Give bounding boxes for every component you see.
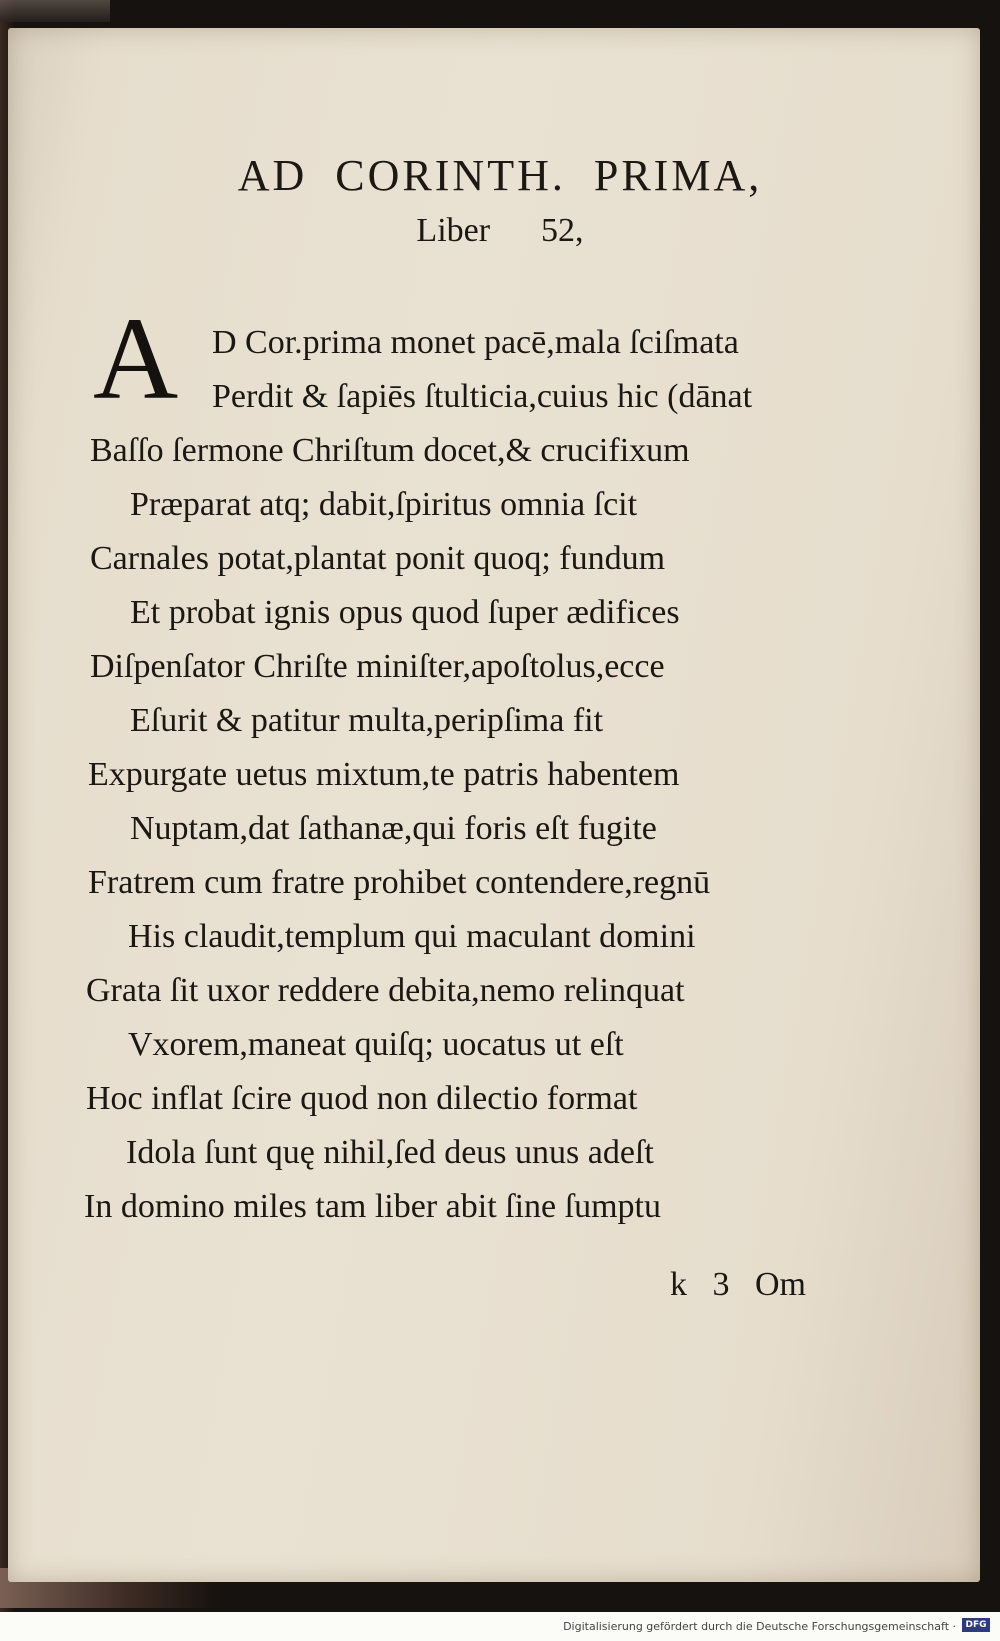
page-subtitle: Liber 52, bbox=[416, 212, 584, 249]
adjacent-page-fragment bbox=[0, 0, 110, 22]
verse-line: Præparat atq; dabit,ſpiritus omnia ſcit bbox=[130, 486, 638, 523]
verse-line: Fratrem cum fratre prohibet contendere,regnū bbox=[88, 864, 711, 901]
verse-line: Et probat ignis opus quod ſuper ædifices bbox=[130, 594, 680, 631]
book-page bbox=[8, 28, 980, 1582]
verse-line: Hoc inflat ſcire quod non dilectio format bbox=[86, 1080, 638, 1117]
page-title: AD CORINTH. PRIMA, bbox=[237, 151, 763, 200]
verse-line: Eſurit & patitur multa,peripſima fit bbox=[130, 702, 604, 739]
verse-line: Diſpenſator Chriſte miniſter,apoſtolus,ecce bbox=[90, 648, 665, 685]
verse-line: Nuptam,dat ſathanæ,qui foris eſt fugite bbox=[130, 810, 657, 847]
verse-line: Carnales potat,plantat ponit quoq; fundum bbox=[90, 540, 666, 577]
verse-line: In domino miles tam liber abit ſine ſumptu bbox=[84, 1188, 661, 1225]
verse-line: Idola ſunt quę nihil,ſed deus unus adeſt bbox=[126, 1134, 654, 1171]
verse-line: D Cor.prima monet pacē,mala ſciſmata bbox=[212, 324, 739, 361]
drop-cap-initial: A bbox=[93, 293, 179, 424]
funding-credit: Digitalisierung gefördert durch die Deutsche Forschungsgemeinschaft · bbox=[563, 1620, 956, 1633]
dfg-logo: DFG bbox=[962, 1618, 990, 1632]
verse-line: Grata ſit uxor reddere debita,nemo relinquat bbox=[86, 972, 685, 1009]
verse-line: Baſſo ſermone Chriſtum docet,& crucifixum bbox=[90, 432, 690, 469]
verse-line: Expurgate uetus mixtum,te patris habentem bbox=[88, 756, 680, 793]
signature-catchword: k 3 Om bbox=[670, 1266, 806, 1303]
verse-line: His claudit,templum qui maculant domini bbox=[128, 918, 696, 955]
verse-line: Perdit & ſapiēs ſtulticia,cuius hic (dānat bbox=[212, 378, 753, 415]
verse-line: Vxorem,maneat quiſq; uocatus ut eſt bbox=[128, 1026, 624, 1063]
